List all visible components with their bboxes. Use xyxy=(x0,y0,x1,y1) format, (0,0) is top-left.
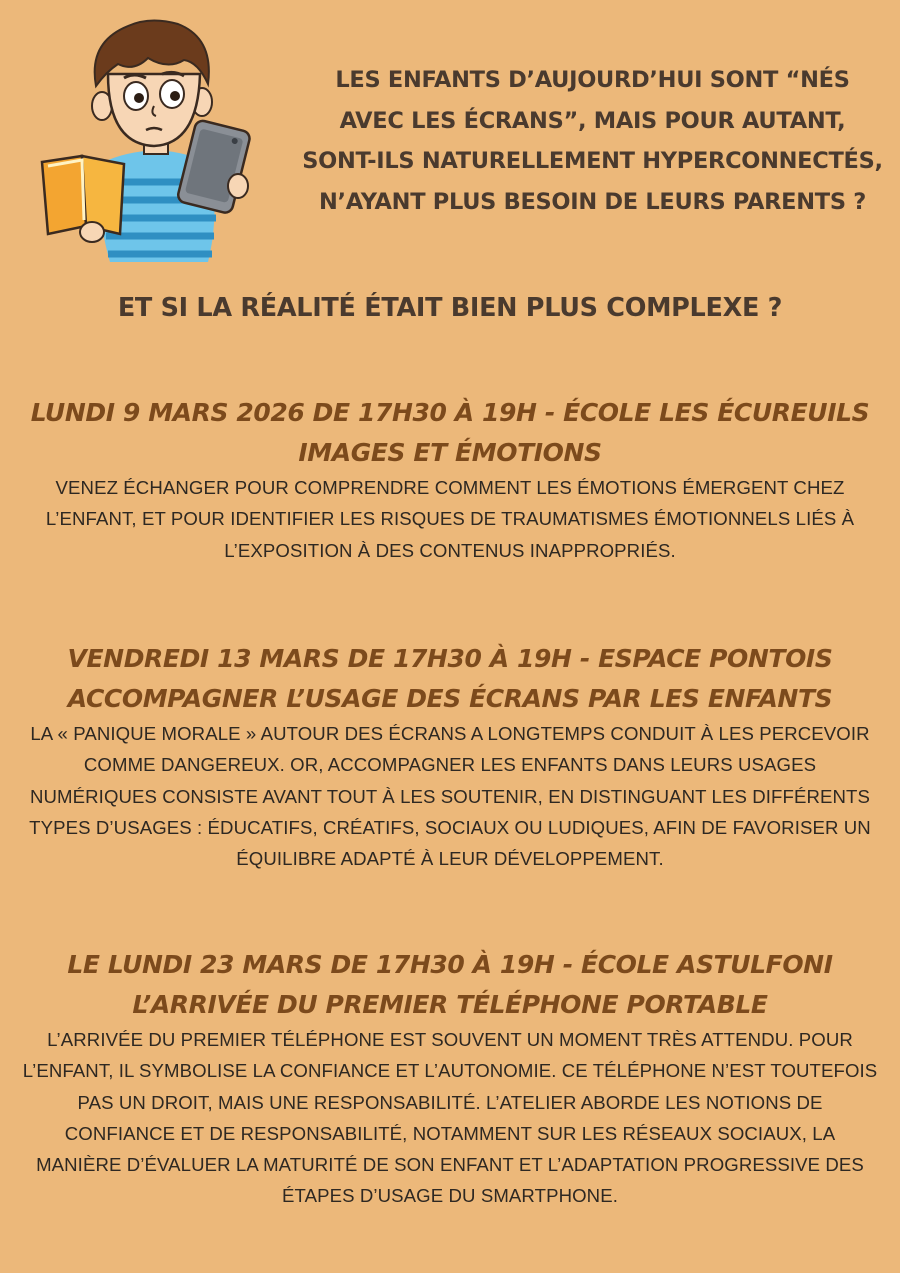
central-question: ET SI LA RÉALITÉ ÉTAIT BIEN PLUS COMPLEXE ? xyxy=(117,293,783,323)
event-section xyxy=(0,392,900,566)
event-heading: LE LUNDI 23 MARS DE 17H30 À 19H - ÉCOLE ASTULFONI xyxy=(67,950,833,979)
event-title: IMAGES ET ÉMOTIONS xyxy=(298,438,602,467)
event-description: LA « PANIQUE MORALE » AUTOUR DES ÉCRANS A LONGTEMPS CONDUIT À LES PERCEVOIR COMME DANGEREUX. OR, ACCOMPAGNER LES ENFANTS DANS LEURS USAGES NUMÉRIQUES CONSISTE AVANT TOUT À LES SOUTENIR, EN DISTINGUANT LES DIFFÉRENTS TYPES D’USAGES : ÉDUCATIFS, CRÉATIFS, SOCIAUX OU LUDIQUES, AFIN DE FAVORISER UN ÉQUILIBRE ADAPTÉ À LEUR DÉVELOPPEMENT. xyxy=(29,723,871,870)
event-section xyxy=(0,638,900,874)
event-heading: VENDREDI 13 MARS DE 17H30 À 19H - ESPACE PONTOIS xyxy=(67,644,833,673)
intro-paragraph: LES ENFANTS D’AUJOURD’HUI SONT “NÉS AVEC LES ÉCRANS”, MAIS POUR AUTANT, SONT-ILS NATURELLEMENT HYPERCONNECTÉS, N’AYANT PLUS BESOIN DE LEURS PARENTS ? xyxy=(302,67,883,215)
event-section xyxy=(0,944,900,1212)
child-reading-tablet-illustration xyxy=(38,14,253,266)
event-description: L’ARRIVÉE DU PREMIER TÉLÉPHONE EST SOUVENT UN MOMENT TRÈS ATTENDU. POUR L’ENFANT, IL SYMBOLISE LA CONFIANCE ET L’AUTONOMIE. CE TÉLÉPHONE N’EST TOUTEFOIS PAS UN DROIT, MAIS UNE RESPONSABILITÉ. L’ATELIER ABORDE LES NOTIONS DE CONFIANCE ET DE RESPONSABILITÉ, NOTAMMENT SUR LES RÉSEAUX SOCIAUX, LA MANIÈRE D’ÉVALUER LA MATURITÉ DE SON ENFANT ET L’ADAPTATION PROGRESSIVE DES ÉTAPES D’USAGE DU SMARTPHONE. xyxy=(22,1029,878,1207)
event-title: L’ARRIVÉE DU PREMIER TÉLÉPHONE PORTABLE xyxy=(132,990,768,1019)
event-description: VENEZ ÉCHANGER POUR COMPRENDRE COMMENT LES ÉMOTIONS ÉMERGENT CHEZ L’ENFANT, ET POUR IDENTIFIER LES RISQUES DE TRAUMATISMES ÉMOTIONNELS LIÉS À L’EXPOSITION À DES CONTENUS INAPPROPRIÉS. xyxy=(45,477,855,561)
event-heading: LUNDI 9 MARS 2026 DE 17H30 À 19H - ÉCOLE LES ÉCUREUILS xyxy=(30,398,870,427)
event-title: ACCOMPAGNER L’USAGE DES ÉCRANS PAR LES ENFANTS xyxy=(67,684,833,713)
